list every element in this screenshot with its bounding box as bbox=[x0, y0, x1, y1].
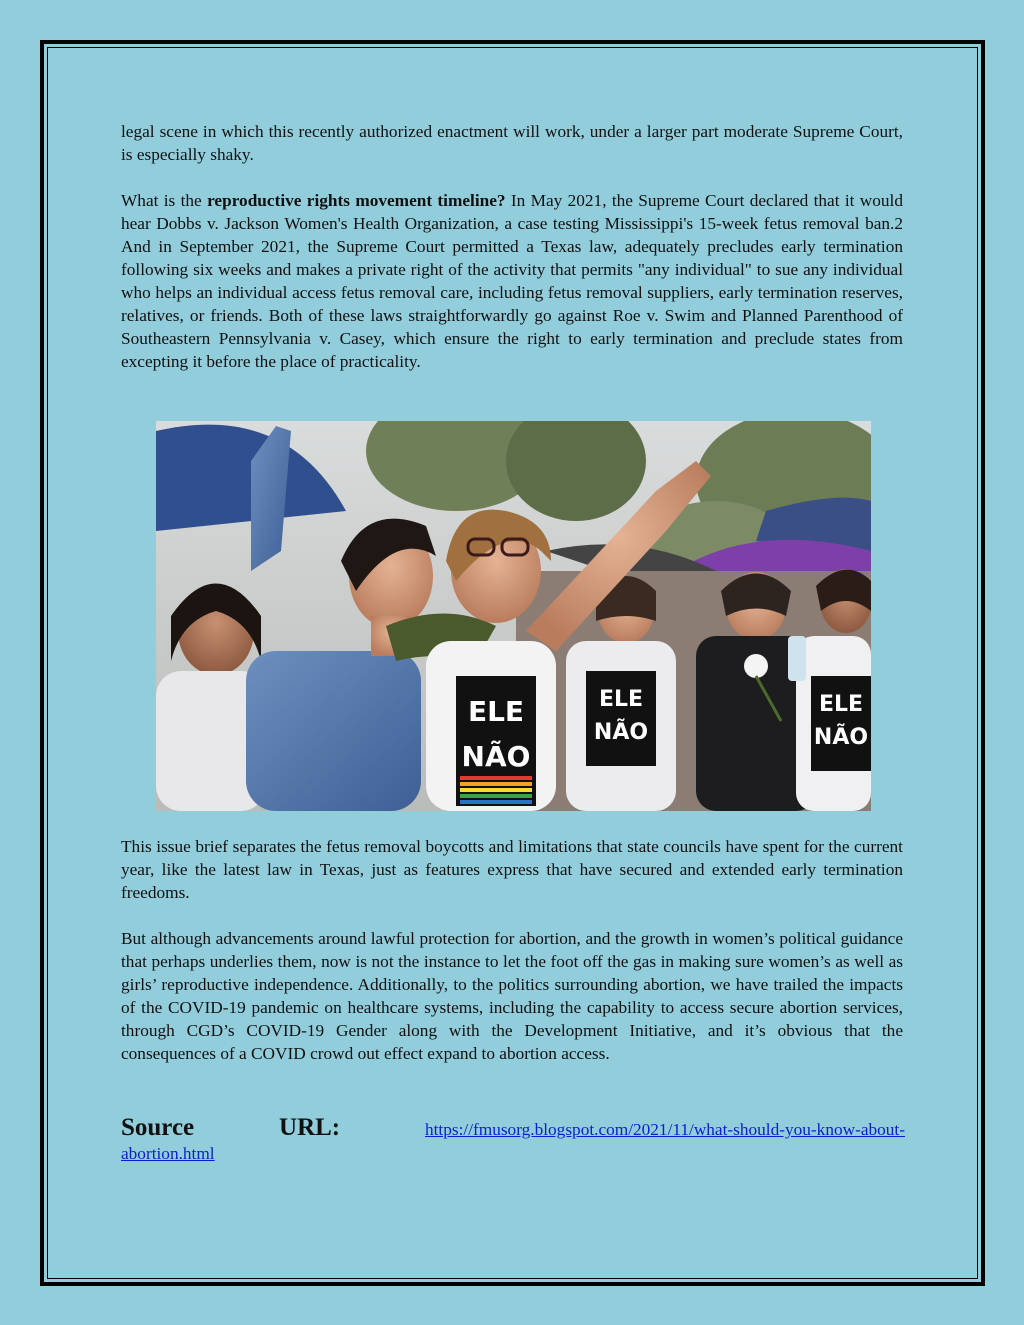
shirt-text-nao: NÃO bbox=[461, 740, 531, 773]
paragraph-2-body: In May 2021, the Supreme Court declared that it would hear Dobbs v. Jackson Women's Health Organization, a case testing Mississippi's 15-week fetus removal ban.2 And in September 2021, the Supreme Court permitted a Texas law, adequately precludes early termination following six weeks and makes a private right of the activity that permits "any individual" to sue any individual who helps an individual access fetus removal care, including fetus removal suppliers, early termination reserves, relatives, or friends. Both of these laws straightforwardly go against Roe v. Swim and Planned Parenthood of Southeastern Pennsylvania v. Casey, which ensure the right to early termination and preclude states from excepting it before the place of practicality. bbox=[121, 191, 903, 371]
text-block-bottom bbox=[121, 835, 903, 1065]
shirt-text-nao-2: NÃO bbox=[593, 720, 649, 745]
source-line bbox=[121, 1114, 905, 1143]
shirt-text-ele-3: ELE bbox=[818, 692, 864, 717]
paragraph-4: But although advancements around lawful protection for abortion, and the growth in women’s political guidance that perhaps underlies them, now is not the instance to let the foot off the gas in making sure women’s as well as girls’ reproductive independence. Additionally, to the politics surrounding abortion, we have trailed the impacts of the COVID-19 pandemic on healthcare systems, including the capability to access secure abortion services, through CGD’s COVID-19 Gender along with the Development Initiative, and it’s obvious that the consequences of a COVID crowd out effect expand to abortion access. bbox=[121, 929, 903, 1063]
paragraph-2-keyword: reproductive rights movement timeline? bbox=[207, 191, 506, 210]
shirt-text-ele-2: ELE bbox=[598, 687, 644, 712]
paragraph-2 bbox=[121, 189, 903, 373]
text-block-top bbox=[121, 120, 903, 373]
source-section bbox=[121, 1114, 905, 1165]
source-label: Source bbox=[121, 1114, 195, 1141]
source-url-link[interactable]: https://fmusorg.blogspot.com/2021/11/what-should-you-know-about- bbox=[424, 1120, 905, 1139]
protest-photo bbox=[156, 421, 871, 811]
url-label: URL: bbox=[279, 1114, 341, 1141]
paragraph-2-lead: What is the bbox=[121, 191, 208, 210]
paragraph-1: legal scene in which this recently authorized enactment will work, under a larger part moderate Supreme Court, is especially shaky. bbox=[121, 122, 903, 164]
shirt-text-ele: ELE bbox=[467, 695, 525, 728]
source-url-link-continued[interactable]: abortion.html bbox=[121, 1144, 215, 1163]
shirt-text-nao-3: NÃO bbox=[813, 725, 869, 750]
paragraph-3: This issue brief separates the fetus removal boycotts and limitations that state councils have spent for the current year, like the latest law in Texas, just as features express that have secured and extended early termination freedoms. bbox=[121, 837, 903, 902]
